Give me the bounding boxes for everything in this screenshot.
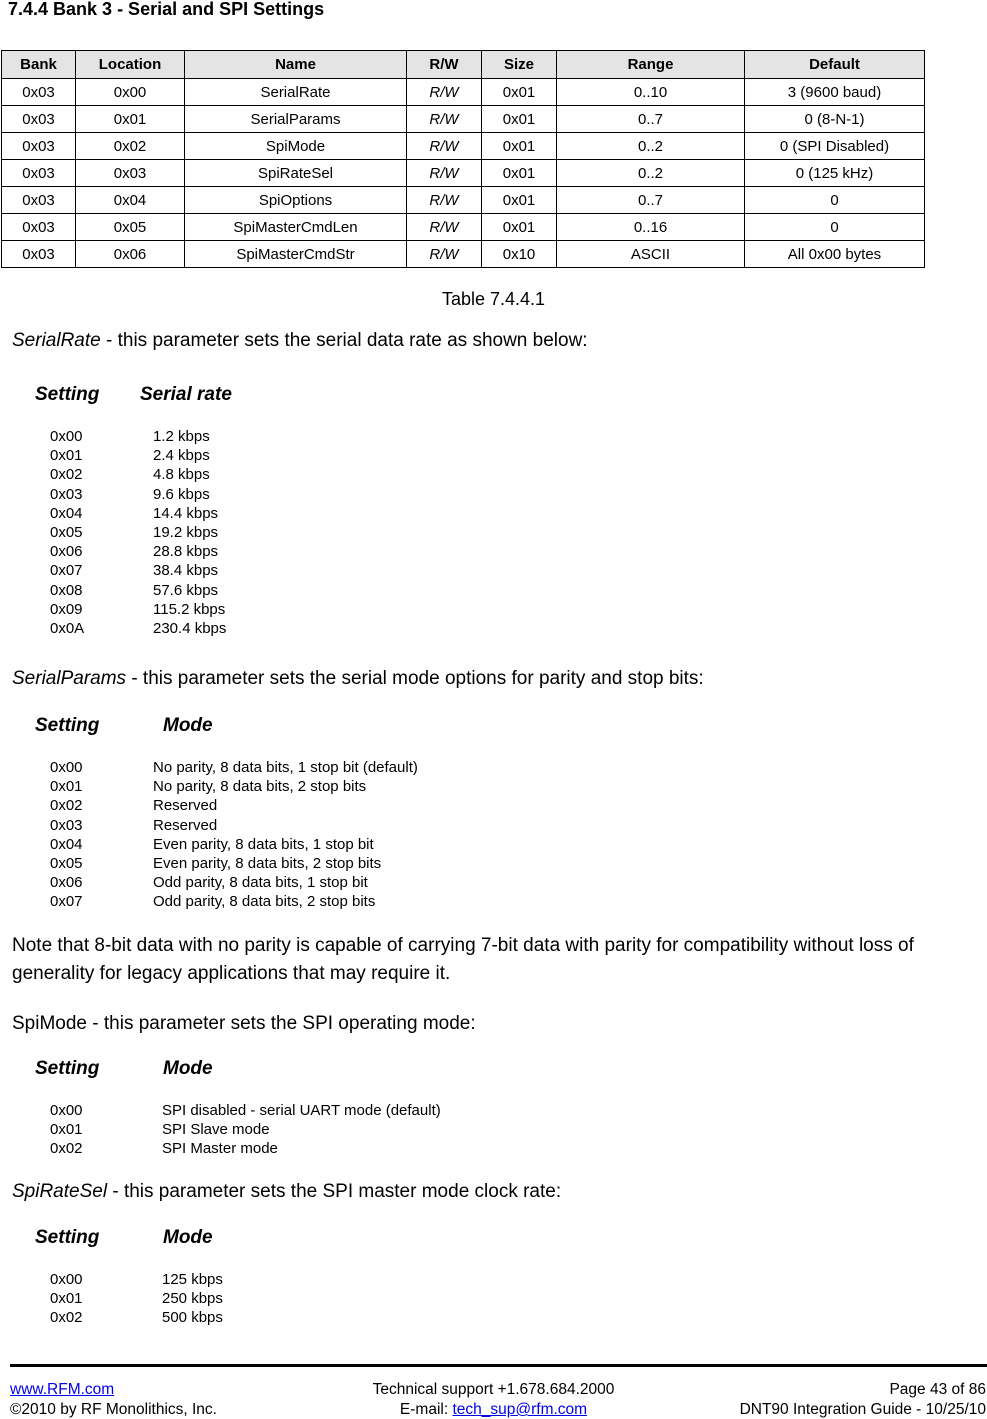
table-cell: 0x03: [2, 187, 76, 214]
table-cell: R/W: [407, 241, 482, 268]
table-cell: SpiOptions: [185, 187, 407, 214]
table-cell: 0 (SPI Disabled): [745, 133, 925, 160]
setting-code: 0x05: [50, 523, 83, 541]
serialparams-mode-heading: Mode: [163, 715, 213, 736]
setting-value: SPI Slave mode: [162, 1121, 270, 1139]
table-cell: 0x01: [482, 106, 557, 133]
column-header: Location: [76, 51, 185, 79]
setting-value: Even parity, 8 data bits, 2 stop bits: [153, 854, 382, 872]
setting-value: 4.8 kbps: [153, 466, 210, 484]
setting-code: 0x02: [50, 1140, 83, 1158]
table-row: [2, 160, 925, 187]
list-item: [50, 777, 550, 796]
setting-code: 0x00: [50, 1102, 83, 1119]
table-cell: 0x03: [76, 160, 185, 187]
table-row: [2, 106, 925, 133]
table-cell: 0x01: [482, 214, 557, 241]
table-cell: 0x01: [482, 79, 557, 106]
setting-code: 0x05: [50, 854, 83, 872]
table-cell: 0..7: [557, 106, 745, 133]
table-cell: 0x10: [482, 241, 557, 268]
setting-code: 0x06: [50, 543, 83, 561]
list-item: [50, 619, 450, 638]
spiratesel-term: SpiRateSel: [12, 1181, 108, 1202]
column-header: Size: [482, 51, 557, 79]
setting-value: 250 kbps: [162, 1290, 223, 1308]
list-item: [50, 542, 450, 561]
serialparams-term: SerialParams: [12, 668, 127, 689]
table-cell: 0..2: [557, 160, 745, 187]
table-cell: 0x00: [76, 79, 185, 106]
setting-code: 0x00: [50, 1271, 83, 1288]
table-cell: SerialParams: [185, 106, 407, 133]
setting-value: 57.6 kbps: [153, 581, 219, 599]
table-cell: 0x03: [2, 133, 76, 160]
setting-code: 0x01: [50, 447, 83, 465]
list-item: [50, 892, 550, 911]
table-row: [2, 241, 925, 268]
setting-value: Odd parity, 8 data bits, 2 stop bits: [153, 893, 376, 911]
setting-value: SPI disabled - serial UART mode (default): [162, 1102, 441, 1119]
table-header-row: [2, 51, 925, 79]
spiratesel-mode-heading: Mode: [163, 1227, 213, 1248]
table-cell: All 0x00 bytes: [745, 241, 925, 268]
bank3-register-table: [1, 50, 925, 268]
serialparams-description: [12, 668, 704, 690]
table-cell: 0..16: [557, 214, 745, 241]
table-cell: 0x01: [482, 133, 557, 160]
setting-code: 0x0A: [50, 619, 85, 637]
table-cell: 0x04: [76, 187, 185, 214]
setting-value: 14.4 kbps: [153, 504, 219, 522]
table-cell: R/W: [407, 187, 482, 214]
table-cell: R/W: [407, 133, 482, 160]
list-item: [50, 835, 550, 854]
spimode-mode-heading: Mode: [163, 1058, 213, 1079]
email-link[interactable]: tech_sup@rfm.com: [452, 1401, 588, 1418]
table-cell: 0x03: [2, 241, 76, 268]
spimode-list: [50, 1101, 550, 1159]
setting-code: 0x03: [50, 816, 83, 834]
spiratesel-desc-text: - this parameter sets the SPI master mode clock rate:: [107, 1181, 562, 1202]
setting-code: 0x07: [50, 893, 83, 911]
setting-code: 0x04: [50, 835, 83, 853]
serialrate-description: [12, 330, 588, 352]
table-cell: SerialRate: [185, 79, 407, 106]
list-item: [50, 504, 450, 523]
spiratesel-setting-heading: Setting: [35, 1227, 100, 1248]
setting-code: 0x04: [50, 504, 83, 522]
setting-value: 230.4 kbps: [153, 619, 227, 637]
table-cell: 0x03: [2, 79, 76, 106]
table-cell: 0: [745, 214, 925, 241]
column-header: R/W: [407, 51, 482, 79]
table-cell: 0..7: [557, 187, 745, 214]
list-item: [50, 854, 550, 873]
table-cell: 0 (8-N-1): [745, 106, 925, 133]
list-item: [50, 873, 550, 892]
column-header: Default: [745, 51, 925, 79]
spimode-description: SpiMode - this parameter sets the SPI operating mode:: [12, 1013, 476, 1034]
table-cell: 0x01: [482, 160, 557, 187]
setting-code: 0x00: [50, 428, 83, 445]
setting-code: 0x00: [50, 759, 83, 776]
setting-code: 0x01: [50, 1290, 83, 1308]
list-item: [50, 1139, 550, 1158]
setting-value: Odd parity, 8 data bits, 1 stop bit: [153, 874, 368, 892]
list-item: [50, 1101, 550, 1120]
list-item: [50, 561, 450, 580]
list-item: [50, 446, 450, 465]
setting-value: Reserved: [153, 816, 218, 834]
serialrate-setting-heading: Setting: [35, 384, 100, 405]
setting-value: Even parity, 8 data bits, 1 stop bit: [153, 835, 374, 853]
list-item: [50, 1120, 550, 1139]
table-cell: R/W: [407, 106, 482, 133]
doc-title-date: DNT90 Integration Guide - 10/25/10: [739, 1401, 986, 1418]
table-cell: 3 (9600 baud): [745, 79, 925, 106]
setting-code: 0x07: [50, 562, 83, 580]
table-cell: 0x05: [76, 214, 185, 241]
setting-value: Reserved: [153, 797, 218, 815]
setting-code: 0x09: [50, 600, 83, 618]
table-cell: 0x06: [76, 241, 185, 268]
setting-code: 0x08: [50, 581, 83, 599]
parity-note: Note that 8-bit data with no parity is capable of carrying 7-bit data with parity for compatibility without loss of generality for legacy applications that may require it.: [12, 935, 914, 984]
spimode-setting-heading: Setting: [35, 1058, 100, 1079]
setting-value: 1.2 kbps: [153, 428, 210, 445]
spiratesel-list: [50, 1270, 450, 1328]
list-item: [50, 1308, 450, 1327]
table-cell: 0x01: [76, 106, 185, 133]
list-item: [50, 523, 450, 542]
column-header: Name: [185, 51, 407, 79]
serialrate-list: [50, 427, 450, 638]
table-cell: SpiMode: [185, 133, 407, 160]
table-cell: R/W: [407, 79, 482, 106]
serialparams-setting-heading: Setting: [35, 715, 100, 736]
table-row: [2, 187, 925, 214]
table-cell: 0x03: [2, 106, 76, 133]
list-item: [50, 758, 550, 777]
email-label: E-mail:: [399, 1401, 453, 1418]
table-cell: R/W: [407, 160, 482, 187]
setting-value: 9.6 kbps: [153, 485, 210, 503]
table-cell: R/W: [407, 214, 482, 241]
list-item: [50, 1270, 450, 1289]
setting-value: No parity, 8 data bits, 2 stop bits: [153, 778, 367, 796]
list-item: [50, 465, 450, 484]
serialparams-desc-text: - this parameter sets the serial mode options for parity and stop bits:: [126, 668, 704, 689]
list-item: [50, 816, 550, 835]
column-header: Bank: [2, 51, 76, 79]
setting-value: SPI Master mode: [162, 1140, 278, 1158]
footer-divider: [10, 1364, 987, 1367]
spiratesel-description: [12, 1181, 561, 1203]
page-number: Page 43 of 86: [889, 1381, 986, 1398]
table-cell: SpiRateSel: [185, 160, 407, 187]
table-cell: SpiMasterCmdStr: [185, 241, 407, 268]
setting-value: 115.2 kbps: [153, 600, 226, 618]
table-cell: 0x01: [482, 187, 557, 214]
table-cell: 0 (125 kHz): [745, 160, 925, 187]
serialrate-rate-heading: Serial rate: [140, 384, 232, 405]
setting-code: 0x03: [50, 485, 83, 503]
setting-value: 38.4 kbps: [153, 562, 219, 580]
setting-value: 2.4 kbps: [153, 447, 210, 465]
table-row: [2, 79, 925, 106]
section-title: 7.4.4 Bank 3 - Serial and SPI Settings: [8, 0, 325, 19]
setting-code: 0x02: [50, 1309, 83, 1327]
table-cell: 0x03: [2, 160, 76, 187]
table-row: [2, 214, 925, 241]
list-item: [50, 485, 450, 504]
website-link[interactable]: www.RFM.com: [10, 1381, 115, 1398]
setting-value: 28.8 kbps: [153, 543, 219, 561]
list-item: [50, 427, 450, 446]
serialrate-desc-text: - this parameter sets the serial data rate as shown below:: [100, 330, 588, 351]
table-cell: 0..10: [557, 79, 745, 106]
table-caption: Table 7.4.4.1: [441, 289, 546, 309]
table-cell: SpiMasterCmdLen: [185, 214, 407, 241]
setting-code: 0x01: [50, 778, 83, 796]
setting-value: 500 kbps: [162, 1309, 223, 1327]
setting-code: 0x02: [50, 797, 83, 815]
table-row: [2, 133, 925, 160]
support-phone: Technical support +1.678.684.2000: [372, 1381, 615, 1398]
table-cell: 0x02: [76, 133, 185, 160]
copyright-text: ©2010 by RF Monolithics, Inc.: [10, 1401, 217, 1418]
setting-value: 125 kbps: [162, 1271, 223, 1288]
setting-code: 0x02: [50, 466, 83, 484]
list-item: [50, 796, 550, 815]
table-cell: 0: [745, 187, 925, 214]
setting-code: 0x06: [50, 874, 83, 892]
serialparams-list: [50, 758, 550, 912]
list-item: [50, 581, 450, 600]
column-header: Range: [557, 51, 745, 79]
table-cell: 0..2: [557, 133, 745, 160]
setting-value: 19.2 kbps: [153, 523, 219, 541]
serialrate-term: SerialRate: [12, 330, 101, 351]
setting-code: 0x01: [50, 1121, 83, 1139]
table-cell: ASCII: [557, 241, 745, 268]
table-cell: 0x03: [2, 214, 76, 241]
setting-value: No parity, 8 data bits, 1 stop bit (default): [153, 759, 418, 776]
list-item: [50, 600, 450, 619]
list-item: [50, 1289, 450, 1308]
